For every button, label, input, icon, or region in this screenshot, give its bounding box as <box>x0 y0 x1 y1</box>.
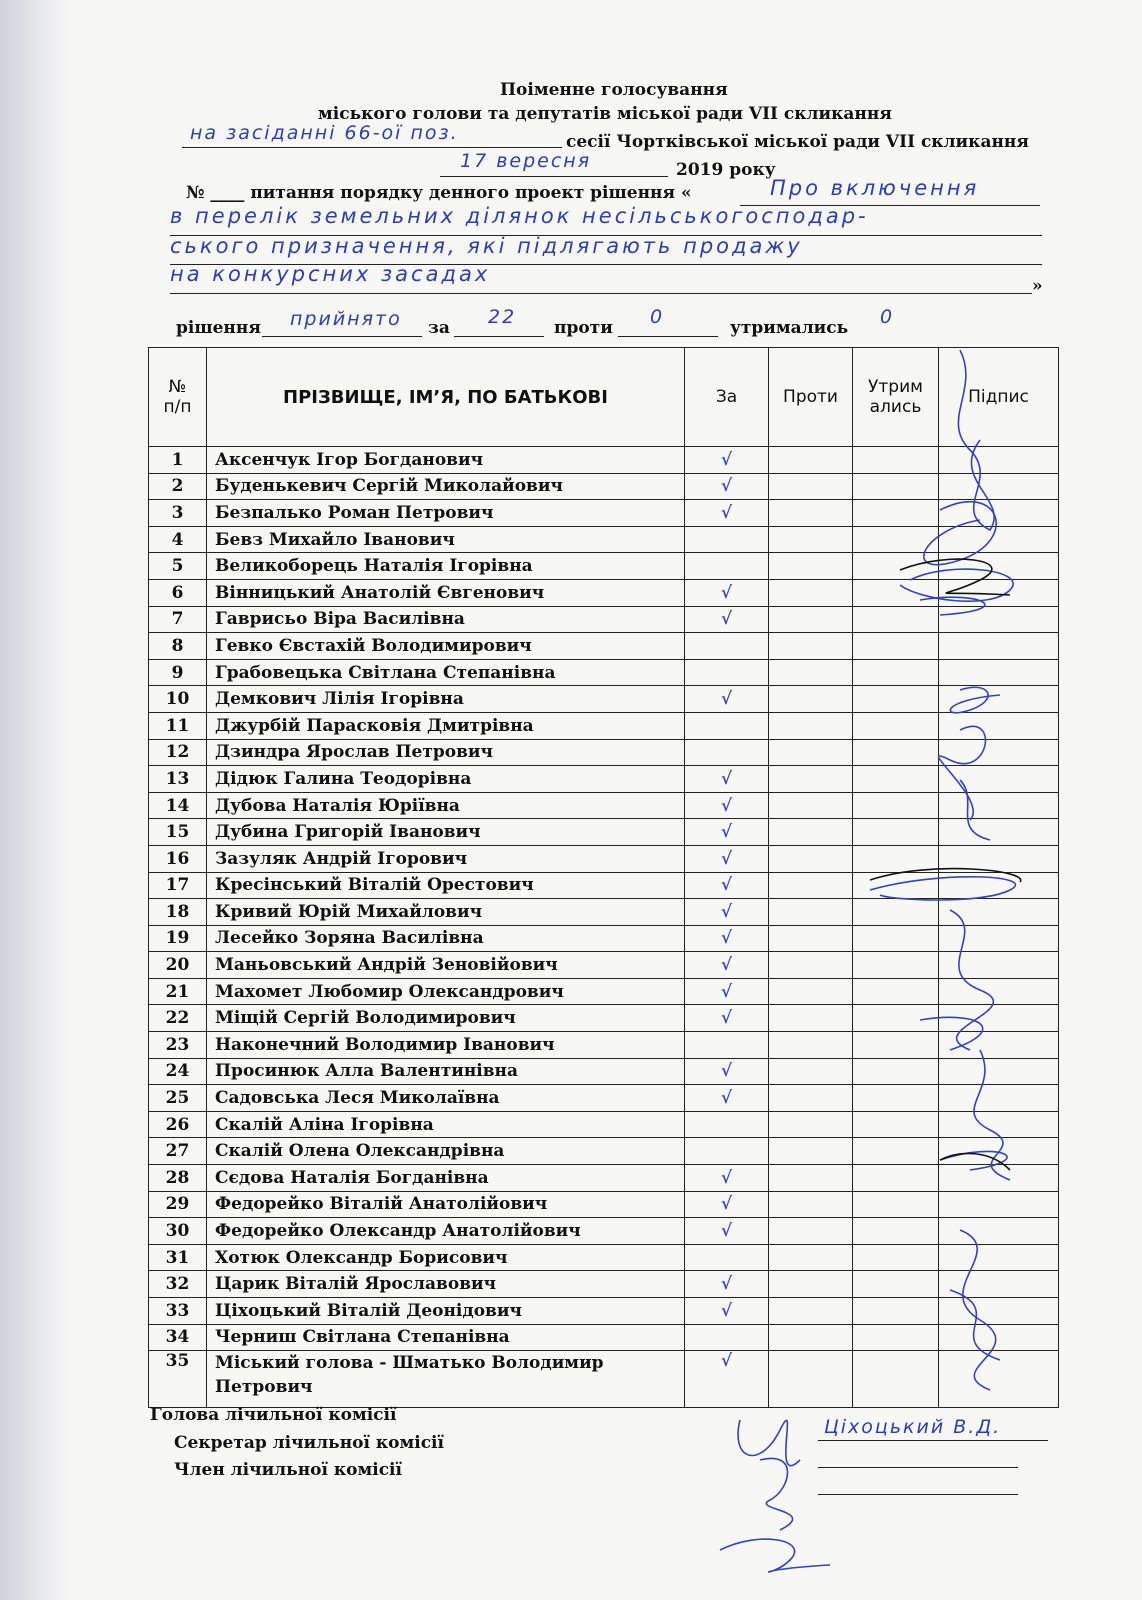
vote-against-cell <box>769 1111 853 1138</box>
row-number: 34 <box>149 1324 207 1351</box>
vote-against-cell <box>769 1298 853 1325</box>
vote-for-cell: √ <box>685 1058 769 1085</box>
scan-edge <box>0 0 70 1600</box>
deputy-name: Ціхоцький Віталій Деонідович <box>207 1298 685 1325</box>
row-number: 19 <box>149 925 207 952</box>
deputy-name: Кресінський Віталій Орестович <box>207 872 685 899</box>
deputy-name: Міщій Сергій Володимирович <box>207 1005 685 1032</box>
row-number: 27 <box>149 1138 207 1165</box>
signature-scribble <box>870 869 1021 882</box>
row-number: 21 <box>149 978 207 1005</box>
row-number: 28 <box>149 1165 207 1192</box>
row-number: 24 <box>149 1058 207 1085</box>
vote-against-cell <box>769 1005 853 1032</box>
vote-for-cell <box>685 1138 769 1165</box>
vote-against-cell <box>769 712 853 739</box>
deputy-name: Дзиндра Ярослав Петрович <box>207 739 685 766</box>
deputy-name: Скалій Аліна Ігорівна <box>207 1111 685 1138</box>
row-number: 9 <box>149 659 207 686</box>
vote-for-cell: √ <box>685 606 769 633</box>
abstain-value: 0 <box>880 306 895 328</box>
vote-for-cell <box>685 526 769 553</box>
signature-scribble <box>950 687 1000 712</box>
doc-title-line1: Поіменне голосування <box>500 80 728 100</box>
vote-against-cell <box>769 606 853 633</box>
vote-against-cell <box>769 739 853 766</box>
deputy-name: Наконечний Володимир Іванович <box>207 1032 685 1059</box>
row-number: 25 <box>149 1085 207 1112</box>
row-number: 31 <box>149 1244 207 1271</box>
signature-scribble <box>950 910 993 1050</box>
signature-scribble <box>900 569 1013 601</box>
row-number: 32 <box>149 1271 207 1298</box>
session-text: сесії Чортківської міської ради VII скликання <box>566 132 1029 152</box>
header-num: № п/п <box>149 348 207 447</box>
vote-against-cell <box>769 1244 853 1271</box>
vote-against-cell <box>769 925 853 952</box>
vote-against-cell <box>769 792 853 819</box>
doc-title-line2: міського голови та депутатів міської ради VII скликання <box>318 104 892 124</box>
vote-against-cell <box>769 633 853 660</box>
vote-for-cell: √ <box>685 1271 769 1298</box>
vote-for-cell: √ <box>685 952 769 979</box>
row-number: 5 <box>149 553 207 580</box>
agenda-line1: Про включення <box>770 176 980 200</box>
against-rule <box>618 336 718 337</box>
vote-against-cell <box>769 447 853 474</box>
decision-label: рішення <box>176 318 261 338</box>
vote-for-cell: √ <box>685 1085 769 1112</box>
vote-against-cell <box>769 1032 853 1059</box>
vote-for-cell: √ <box>685 1005 769 1032</box>
session-handwritten: на засіданні 66-ої поз. <box>190 122 459 144</box>
agenda-line4: на конкурсних засадах <box>170 262 491 286</box>
decision-result: прийнято <box>290 308 402 330</box>
date-handwritten: 17 вересня <box>460 150 592 172</box>
vote-for-cell: √ <box>685 447 769 474</box>
vote-for-cell: √ <box>685 925 769 952</box>
signature-scribble <box>920 1017 983 1050</box>
agenda-prefix: № ____ питання порядку денного проект рішення « <box>186 183 692 203</box>
vote-against-cell <box>769 1058 853 1085</box>
vote-against-cell <box>769 1218 853 1245</box>
vote-for-cell <box>685 1244 769 1271</box>
header-name: ПРІЗВИЩЕ, ІМ’Я, ПО БАТЬКОВІ <box>207 348 685 447</box>
vote-for-cell: √ <box>685 473 769 500</box>
member-label: Член лічильної комісії <box>174 1460 402 1480</box>
vote-against-cell <box>769 978 853 1005</box>
vote-against-cell <box>769 526 853 553</box>
header-abstain: Утримались <box>853 348 939 447</box>
row-number: 23 <box>149 1032 207 1059</box>
vote-for-cell: √ <box>685 500 769 527</box>
deputy-name: Грабовецька Світлана Степанівна <box>207 659 685 686</box>
row-number: 18 <box>149 899 207 926</box>
deputy-name: Вінницький Анатолій Євгенович <box>207 579 685 606</box>
row-number: 6 <box>149 579 207 606</box>
row-number: 17 <box>149 872 207 899</box>
row-number: 11 <box>149 712 207 739</box>
deputy-name: Просинюк Алла Валентинівна <box>207 1058 685 1085</box>
date-underline <box>440 176 668 177</box>
vote-against-cell <box>769 1085 853 1112</box>
signatures-column <box>860 330 1060 1410</box>
vote-against-cell <box>769 766 853 793</box>
deputy-name: Дубина Григорій Іванович <box>207 819 685 846</box>
vote-for-cell: √ <box>685 579 769 606</box>
row-number: 14 <box>149 792 207 819</box>
deputy-name: Демкович Лілія Ігорівна <box>207 686 685 713</box>
deputy-name: Бевз Михайло Іванович <box>207 526 685 553</box>
row-number: 22 <box>149 1005 207 1032</box>
deputy-name: Кривий Юрій Михайлович <box>207 899 685 926</box>
deputy-name: Скалій Олена Олександрівна <box>207 1138 685 1165</box>
row-number: 26 <box>149 1111 207 1138</box>
deputy-name: Аксенчук Ігор Богданович <box>207 447 685 474</box>
header-for: За <box>685 348 769 447</box>
vote-against-cell <box>769 1271 853 1298</box>
vote-against-cell <box>769 659 853 686</box>
deputy-name: Садовська Леся Миколаївна <box>207 1085 685 1112</box>
deputy-name: Дубова Наталія Юріївна <box>207 792 685 819</box>
vote-for-cell: √ <box>685 899 769 926</box>
row-number: 2 <box>149 473 207 500</box>
signature-scribble <box>960 780 990 840</box>
session-underline <box>182 147 562 148</box>
vote-for-cell: √ <box>685 819 769 846</box>
header-signature: Підпис <box>939 348 1059 447</box>
row-number: 29 <box>149 1191 207 1218</box>
row-number: 7 <box>149 606 207 633</box>
row-number: 12 <box>149 739 207 766</box>
vote-against-cell <box>769 1138 853 1165</box>
deputy-name: Федорейко Олександр Анатолійович <box>207 1218 685 1245</box>
vote-against-cell <box>769 686 853 713</box>
vote-against-cell <box>769 500 853 527</box>
vote-for-cell: √ <box>685 1298 769 1325</box>
vote-for-cell: √ <box>685 845 769 872</box>
deputy-name: Гаврисьо Віра Василівна <box>207 606 685 633</box>
vote-for-cell <box>685 739 769 766</box>
vote-against-cell <box>769 1324 853 1351</box>
vote-for-cell <box>685 659 769 686</box>
vote-for-cell: √ <box>685 978 769 1005</box>
vote-for-cell: √ <box>685 766 769 793</box>
decision-result-rule <box>262 336 422 337</box>
deputy-name: Джурбій Парасковія Дмитрівна <box>207 712 685 739</box>
vote-for-cell: √ <box>685 792 769 819</box>
vote-for-cell <box>685 553 769 580</box>
date-text: 2019 року <box>676 160 776 180</box>
row-number: 13 <box>149 766 207 793</box>
row-number: 33 <box>149 1298 207 1325</box>
for-rule <box>454 336 544 337</box>
vote-against-cell <box>769 579 853 606</box>
row-number: 30 <box>149 1218 207 1245</box>
against-label: проти <box>554 318 613 338</box>
deputy-name: Лесейко Зоряна Василівна <box>207 925 685 952</box>
deputy-name: Маньовський Андрій Зеновійович <box>207 952 685 979</box>
agenda-line3: ського призначення, які підлягають продажу <box>170 234 803 258</box>
deputy-name: Хотюк Олександр Борисович <box>207 1244 685 1271</box>
deputy-name: Черниш Світлана Степанівна <box>207 1324 685 1351</box>
vote-against-cell <box>769 1191 853 1218</box>
row-number: 1 <box>149 447 207 474</box>
vote-against-cell <box>769 899 853 926</box>
deputy-name: Махомет Любомир Олександрович <box>207 978 685 1005</box>
vote-for-cell <box>685 1324 769 1351</box>
deputy-name: Зазуляк Андрій Ігорович <box>207 845 685 872</box>
header-against: Проти <box>769 348 853 447</box>
deputy-name: Сєдова Наталія Богданівна <box>207 1165 685 1192</box>
vote-against-cell <box>769 473 853 500</box>
vote-for-cell: √ <box>685 872 769 899</box>
vote-against-cell <box>769 872 853 899</box>
vote-for-cell <box>685 1032 769 1059</box>
row-number: 4 <box>149 526 207 553</box>
deputy-name: Великоборець Наталія Ігорівна <box>207 553 685 580</box>
vote-against-cell <box>769 819 853 846</box>
signature-scribble <box>960 1230 996 1390</box>
signature-scribble <box>720 1539 830 1572</box>
vote-for-cell: √ <box>685 1191 769 1218</box>
vote-for-cell: √ <box>685 686 769 713</box>
vote-for-cell <box>685 712 769 739</box>
deputy-name: Дідюк Галина Теодорівна <box>207 766 685 793</box>
deputy-name: Безпалько Роман Петрович <box>207 500 685 527</box>
row-number: 8 <box>149 633 207 660</box>
for-label: за <box>428 318 450 338</box>
signature-scribble <box>939 726 986 820</box>
signature-scribble <box>924 502 996 565</box>
row-number: 20 <box>149 952 207 979</box>
vote-for-cell: √ <box>685 1351 769 1408</box>
deputy-name: Буденькевич Сергій Миколайович <box>207 473 685 500</box>
signature-scribble <box>870 877 1015 900</box>
agenda-close: » <box>1032 276 1043 296</box>
chair-sign-rule <box>818 1440 1048 1441</box>
deputy-name: Федорейко Віталій Анатолійович <box>207 1191 685 1218</box>
vote-against-cell <box>769 553 853 580</box>
vote-for-cell <box>685 633 769 660</box>
vote-against-cell <box>769 952 853 979</box>
signature-scribble <box>940 1153 1010 1170</box>
secretary-label: Секретар лічильної комісії <box>174 1433 444 1453</box>
for-value: 22 <box>488 306 517 328</box>
row-number: 10 <box>149 686 207 713</box>
agenda-line2: в перелік земельних ділянок несільськогосподар- <box>170 204 869 228</box>
vote-for-cell: √ <box>685 1165 769 1192</box>
against-value: 0 <box>650 306 665 328</box>
chair-name: Ціхоцький В.Д. <box>824 1416 1002 1438</box>
row-number: 3 <box>149 500 207 527</box>
abstain-label: утримались <box>730 318 849 338</box>
deputy-name: Міський голова - Шматько Володимир Петрович <box>207 1351 685 1408</box>
signature-scribble <box>760 1458 793 1530</box>
vote-for-cell <box>685 1111 769 1138</box>
row-number: 15 <box>149 819 207 846</box>
vote-for-cell: √ <box>685 1218 769 1245</box>
vote-against-cell <box>769 845 853 872</box>
row-number: 16 <box>149 845 207 872</box>
agenda-rule4 <box>170 293 1032 294</box>
commission-signatures <box>700 1400 850 1580</box>
vote-against-cell <box>769 1165 853 1192</box>
deputy-name: Царик Віталій Ярославович <box>207 1271 685 1298</box>
row-number: 35 <box>149 1351 207 1408</box>
deputy-name: Гевко Євстахій Володимирович <box>207 633 685 660</box>
chair-label: Голова лічильної комісії <box>150 1405 397 1425</box>
